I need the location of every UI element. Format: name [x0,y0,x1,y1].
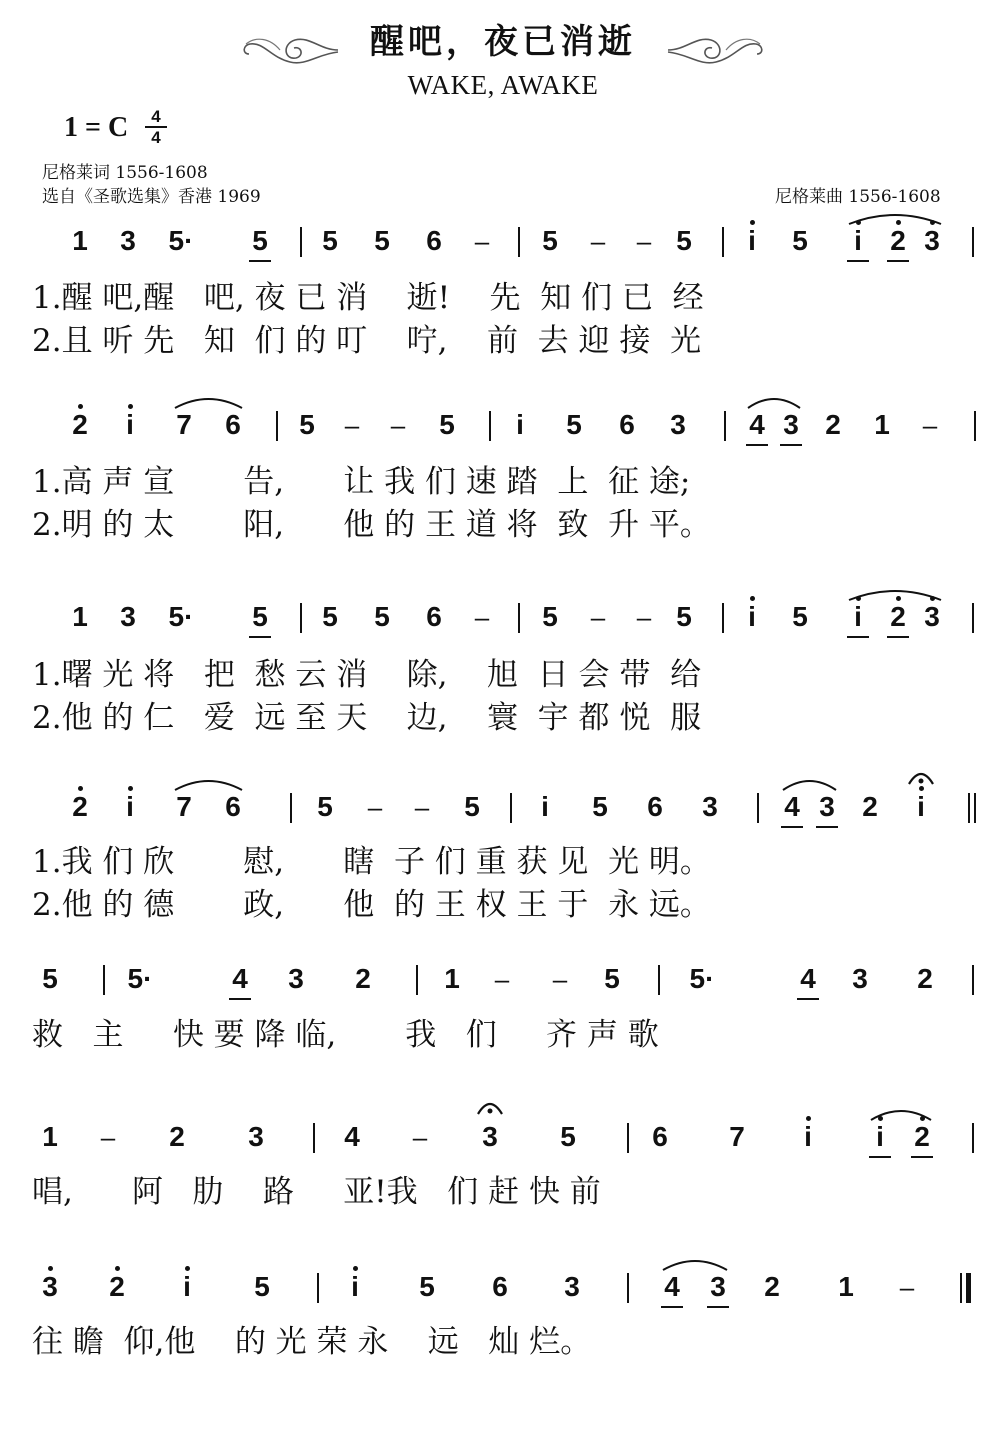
sustain-dash: – [590,602,606,632]
bar-line [300,227,302,257]
note: 3 [564,1271,580,1302]
note: 2 [63,408,97,442]
note: 6 [652,1121,668,1152]
note: 6 [426,601,442,632]
time-signature-bottom: 4 [151,128,161,147]
music-line-5 [0,962,1006,1002]
lyrics-line-4-verse-1: 1.我 们 欣 慰, 瞎 子 们 重 获 见 光 明。 [32,844,711,880]
song-title: 醒吧，夜已消逝 [370,22,636,62]
note: 5 [542,601,558,632]
note: 3 [33,1270,67,1304]
sustain-dash: – [414,792,430,822]
note: i [113,790,147,824]
music-line-2 [0,408,1006,448]
note: 7 [176,409,192,440]
note: 6 [225,791,241,822]
note: 4 [664,1271,680,1302]
note: 6 [492,1271,508,1302]
sustain-dash: – [922,410,938,440]
underline-half-beat [780,444,802,446]
note: 3 [120,601,136,632]
sustain-dash: – [636,602,652,632]
bar-line [518,227,520,257]
music-line-4 [0,790,1006,830]
note: 1 [72,225,88,256]
sustain-dash: – [344,410,360,440]
final-bar-thick [966,1273,971,1303]
note: 2 [917,963,933,994]
note: 5 [792,601,808,632]
slur-tie [848,586,942,602]
note: 3 [482,1121,498,1152]
underline-half-beat [229,998,251,1000]
note: 3 [248,1121,264,1152]
music-line-7 [0,1270,1006,1310]
note: 3 [120,225,136,256]
note: i [541,791,549,822]
note: 5· [127,963,153,994]
note: 2 [764,1271,780,1302]
english-subtitle: WAKE, AWAKE [407,70,599,100]
note: i [863,1120,897,1154]
note: 5 [464,791,480,822]
note: 5 [604,963,620,994]
note: 3 [702,791,718,822]
bar-line [510,793,512,823]
note: i [841,224,875,258]
note: 3 [783,409,799,440]
bar-line [276,411,278,441]
note: i [170,1270,204,1304]
note: i [904,790,938,824]
note: 2 [862,791,878,822]
bar-line [658,965,660,995]
note: 3 [710,1271,726,1302]
fermata-icon [475,1098,505,1118]
bar-line [103,965,105,995]
note: 4 [344,1121,360,1152]
sustain-dash: – [590,226,606,256]
bar-line [290,793,292,823]
bar-line [416,965,418,995]
bar-line [724,411,726,441]
bar-line [757,793,759,823]
time-signature [145,108,167,146]
note: 5 [592,791,608,822]
note: 5 [252,601,268,632]
note: 5 [254,1271,270,1302]
underline-half-beat [707,1306,729,1308]
note: 7 [729,1121,745,1152]
note: 5 [252,225,268,256]
note: 2 [825,409,841,440]
sustain-dash: – [636,226,652,256]
music-line-3 [0,600,1006,640]
bar-line [972,1123,974,1153]
note: 5 [42,963,58,994]
bar-line [518,603,520,633]
lyrics-line-1-verse-2: 2.且 听 先 知 们 的 叮 咛, 前 去 迎 接 光 [32,323,702,359]
bar-line [722,227,724,257]
slur-tie [662,1256,728,1272]
lyrics-line-3-verse-1: 1.曙 光 将 把 愁 云 消 除, 旭 日 会 带 给 [32,657,702,693]
underline-half-beat [797,998,819,1000]
note: 5 [374,225,390,256]
note: 2 [905,1120,939,1154]
underline-half-beat [781,826,803,828]
lyrics-line-1-verse-1: 1.醒 吧,醒 吧, 夜 已 消 逝! 先 知 们 已 经 [32,280,704,316]
note: 2 [881,600,915,634]
note: i [735,224,769,258]
underline-half-beat [887,636,909,638]
sustain-dash: – [412,1122,428,1152]
final-bar-thin [960,1273,962,1303]
bar-line [300,603,302,633]
note: 4 [784,791,800,822]
bar-line [317,1273,319,1303]
bar-line [972,227,974,257]
note: i [735,600,769,634]
sustain-dash: – [474,226,490,256]
note: 4 [749,409,765,440]
note: 2 [355,963,371,994]
note: 2 [63,790,97,824]
slur-tie [848,210,942,226]
lyrics-line-6-verse-1: 唱, 阿 肋 路 亚!我 们 赶 快 前 [32,1174,601,1210]
slur-tie [747,394,801,410]
right-flourish-ornament [666,30,766,70]
sustain-dash: – [899,1272,915,1302]
slur-tie [870,1106,932,1122]
note: 5 [542,225,558,256]
note: 3 [288,963,304,994]
key-signature: 1 = C [64,112,129,143]
source-credit: 选自《圣歌选集》香港 1969 [42,187,261,207]
bar-line [972,603,974,633]
lyrics-line-3-verse-2: 2.他 的 仁 爱 远 至 天 边, 寰 宇 都 悦 服 [32,700,702,736]
note: 5 [322,601,338,632]
sustain-dash: – [390,410,406,440]
slur-tie [174,394,243,410]
sustain-dash: – [367,792,383,822]
note: 6 [225,409,241,440]
double-bar-line [968,793,970,823]
note: 1 [72,601,88,632]
sustain-dash: – [100,1122,116,1152]
music-line-1 [0,224,1006,264]
underline-half-beat [887,260,909,262]
underline-half-beat [847,636,869,638]
note: 5 [566,409,582,440]
note: 4 [232,963,248,994]
underline-half-beat [816,826,838,828]
bar-line [627,1273,629,1303]
note: 6 [647,791,663,822]
bar-line [313,1123,315,1153]
slur-tie [782,776,837,792]
note: 5 [792,225,808,256]
note: 2 [169,1121,185,1152]
lyrics-line-7-verse-1: 往 瞻 仰,他 的 光 荣 永 远 灿 烂。 [32,1324,592,1360]
composer-credit: 尼格莱曲 1556-1608 [775,187,941,207]
note: 5 [317,791,333,822]
note: 3 [852,963,868,994]
bar-line [627,1123,629,1153]
lyricist-credit: 尼格莱词 1556-1608 [42,163,208,183]
note: 2 [881,224,915,258]
note: 5· [689,963,715,994]
note: i [338,1270,372,1304]
bar-line [974,411,976,441]
lyrics-line-5-verse-1: 救 主 快 要 降 临, 我 们 齐 声 歌 [32,1017,659,1053]
music-line-6 [0,1120,1006,1160]
note: 5 [419,1271,435,1302]
lyrics-line-4-verse-2: 2.他 的 德 政, 他 的 王 权 王 于 永 远。 [32,887,711,923]
underline-half-beat [249,636,271,638]
note: 1 [838,1271,854,1302]
note: i [841,600,875,634]
sustain-dash: – [552,964,568,994]
fermata-icon [906,768,936,788]
bar-line [722,603,724,633]
slur-tie [174,776,243,792]
note: 3 [915,600,949,634]
note: 5 [560,1121,576,1152]
left-flourish-ornament [240,30,340,70]
lyrics-line-2-verse-2: 2.明 的 太 阳, 他 的 王 道 将 致 升 平。 [32,507,711,543]
note: 5 [676,225,692,256]
lyrics-line-2-verse-1: 1.高 声 宣 告, 让 我 们 速 踏 上 征 途; [32,464,691,500]
note: 4 [800,963,816,994]
note: 5 [299,409,315,440]
note: 1 [874,409,890,440]
bar-line [972,965,974,995]
note: i [516,409,524,440]
time-signature-top: 4 [151,107,161,126]
double-bar-line [974,793,976,823]
underline-half-beat [249,260,271,262]
note: 6 [426,225,442,256]
underline-half-beat [746,444,768,446]
note: 3 [915,224,949,258]
sustain-dash: – [474,602,490,632]
note: i [791,1120,825,1154]
note: 3 [819,791,835,822]
note: 1 [444,963,460,994]
underline-half-beat [911,1156,933,1158]
note: 5· [168,601,194,632]
note: 1 [42,1121,58,1152]
note: 5· [168,225,194,256]
note: 2 [100,1270,134,1304]
note: 5 [439,409,455,440]
sustain-dash: – [494,964,510,994]
note: i [113,408,147,442]
note: 5 [322,225,338,256]
note: 5 [676,601,692,632]
underline-half-beat [869,1156,891,1158]
underline-half-beat [847,260,869,262]
bar-line [489,411,491,441]
note: 6 [619,409,635,440]
underline-half-beat [661,1306,683,1308]
note: 5 [374,601,390,632]
note: 3 [670,409,686,440]
note: 7 [176,791,192,822]
